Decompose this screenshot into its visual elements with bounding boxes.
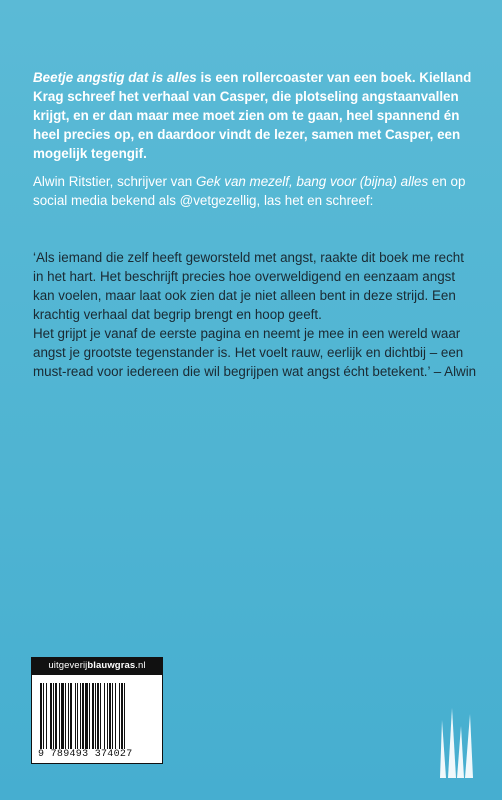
barcode-bar (85, 683, 88, 749)
intro-prefix: Alwin Ritstier, schrijver van (33, 174, 196, 189)
barcode-bar (43, 683, 44, 749)
barcode (31, 674, 163, 764)
barcode-bar (100, 683, 101, 749)
publisher-logo-icon (430, 700, 480, 780)
barcode-bar (46, 683, 47, 749)
barcode-bar (115, 683, 116, 749)
review-quote (33, 248, 478, 381)
barcode-bar (50, 683, 52, 749)
barcode-bars (40, 683, 156, 749)
barcode-bar (104, 683, 105, 749)
barcode-bar (119, 683, 120, 749)
barcode-bar (40, 683, 42, 749)
barcode-bar (55, 683, 57, 749)
barcode-bar (124, 683, 125, 749)
barcode-bar (65, 683, 66, 749)
barcode-bar (92, 683, 94, 749)
barcode-bar (61, 683, 64, 749)
barcode-bar (82, 683, 84, 749)
barcode-bar (112, 683, 113, 749)
barcode-bar (68, 683, 69, 749)
barcode-bar (75, 683, 76, 749)
publisher-prefix: uitgeverij (48, 660, 88, 671)
quote-paragraph-2: Het grijpt je vanaf de eerste pagina en neemt je mee in een wereld waar angst je grootste tegenstander is. Het voelt rauw, eerlijk en dichtbij – een must-read voor iedereen die wil begrijpen wat angst écht betekent.’ – Alwin (33, 326, 477, 379)
blurb-text: is een rollercoaster van een boek. Kielland Krag schreef het verhaal van Casper, die plotseling angstaanvallen krijgt, en er dan maar mee moet zien om te gaan, heel spannend én heel precies op, en daardoor vindt de lezer, samen met Casper, een mogelijk tegengif. (33, 70, 472, 161)
barcode-bar (89, 683, 90, 749)
barcode-bar (59, 683, 60, 749)
barcode-bar (77, 683, 78, 749)
blurb-book-title: Beetje angstig dat is alles (33, 70, 197, 85)
publisher-suffix: .nl (135, 660, 146, 671)
barcode-bar (80, 683, 81, 749)
barcode-bar (109, 683, 111, 749)
barcode-bar (70, 683, 72, 749)
barcode-bar (53, 683, 54, 749)
publisher-name: blauwgras (87, 660, 136, 671)
barcode-bar (121, 683, 123, 749)
quote-paragraph-1: ‘Als iemand die zelf heeft geworsteld met angst, raakte dit boek me recht in het hart. Het beschrijft precies hoe overweldigend en eenzaam angst kan voelen, maar laat ook zien dat je niet alleen bent in deze strijd. Een krachtig verhaal dat begrip brengt en hoop geeft. (33, 250, 464, 322)
publisher-url-label (31, 657, 163, 674)
intro-book-title: Gek van mezelf, bang voor (bijna) alles (195, 174, 429, 189)
barcode-bar (95, 683, 96, 749)
intro-suffix: en op social media bekend als @vetgezellig, las het en schreef: (33, 174, 466, 208)
blurb-paragraph (33, 68, 473, 163)
barcode-bar (97, 683, 99, 749)
isbn-number: 9 789493 374027 (38, 749, 133, 760)
intro-paragraph (33, 172, 473, 210)
barcode-bar (107, 683, 108, 749)
